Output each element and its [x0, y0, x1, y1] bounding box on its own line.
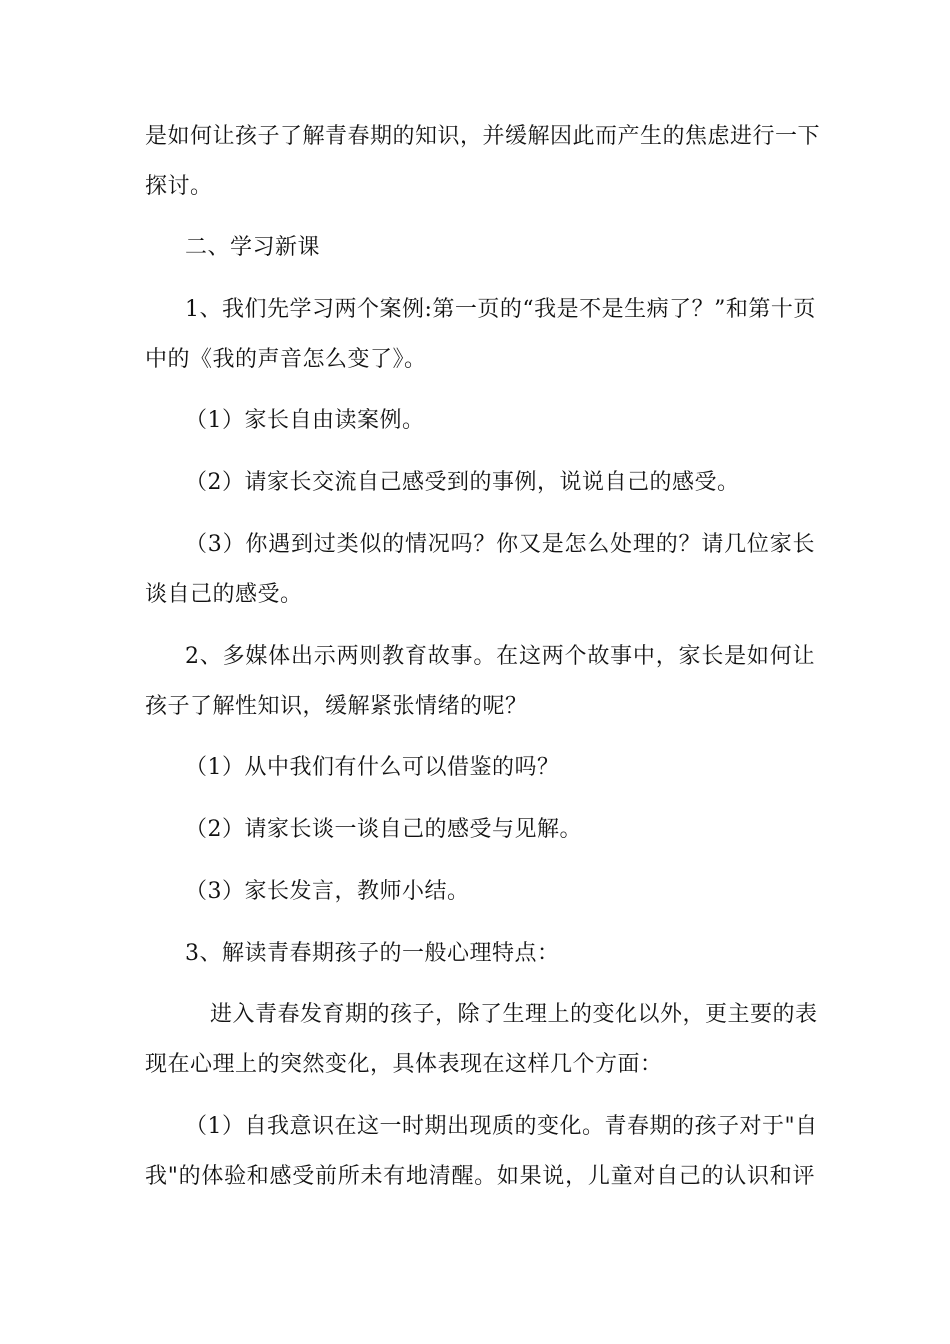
paragraph-line: 我"的体验和感受前所未有地清醒。如果说，儿童对自己的认识和评 [145, 1164, 815, 1189]
list-item: （2）请家长谈一谈自己的感受与见解。 [185, 817, 582, 842]
list-item: （1）自我意识在这一时期出现质的变化。青春期的孩子对于"自 [185, 1114, 818, 1139]
paragraph-line: 进入青春发育期的孩子，除了生理上的变化以外，更主要的表 [210, 1002, 818, 1027]
paragraph-line: 2、多媒体出示两则教育故事。在这两个故事中，家长是如何让 [185, 644, 815, 669]
paragraph-line: 谈自己的感受。 [145, 582, 303, 607]
list-item: （1）家长自由读案例。 [185, 408, 425, 433]
list-item: （3）家长发言，教师小结。 [185, 879, 470, 904]
section-heading: 3、解读青春期孩子的一般心理特点： [185, 941, 560, 966]
paragraph-line: 探讨。 [145, 174, 213, 199]
paragraph-line: 孩子了解性知识，缓解紧张情绪的呢？ [145, 694, 528, 719]
section-heading: 二、学习新课 [185, 235, 321, 260]
paragraph-line: 1、我们先学习两个案例:第一页的“我是不是生病了？”和第十页 [185, 297, 816, 322]
paragraph-line: 是如何让孩子了解青春期的知识，并缓解因此而产生的焦虑进行一下 [145, 124, 821, 149]
list-item: （1）从中我们有什么可以借鉴的吗？ [185, 755, 560, 780]
list-item: （2）请家长交流自己感受到的事例，说说自己的感受。 [185, 470, 740, 495]
list-item: （3）你遇到过类似的情况吗？你又是怎么处理的？请几位家长 [185, 532, 815, 557]
paragraph-line: 中的《我的声音怎么变了》。 [145, 347, 427, 372]
paragraph-line: 现在心理上的突然变化，具体表现在这样几个方面： [145, 1052, 663, 1077]
